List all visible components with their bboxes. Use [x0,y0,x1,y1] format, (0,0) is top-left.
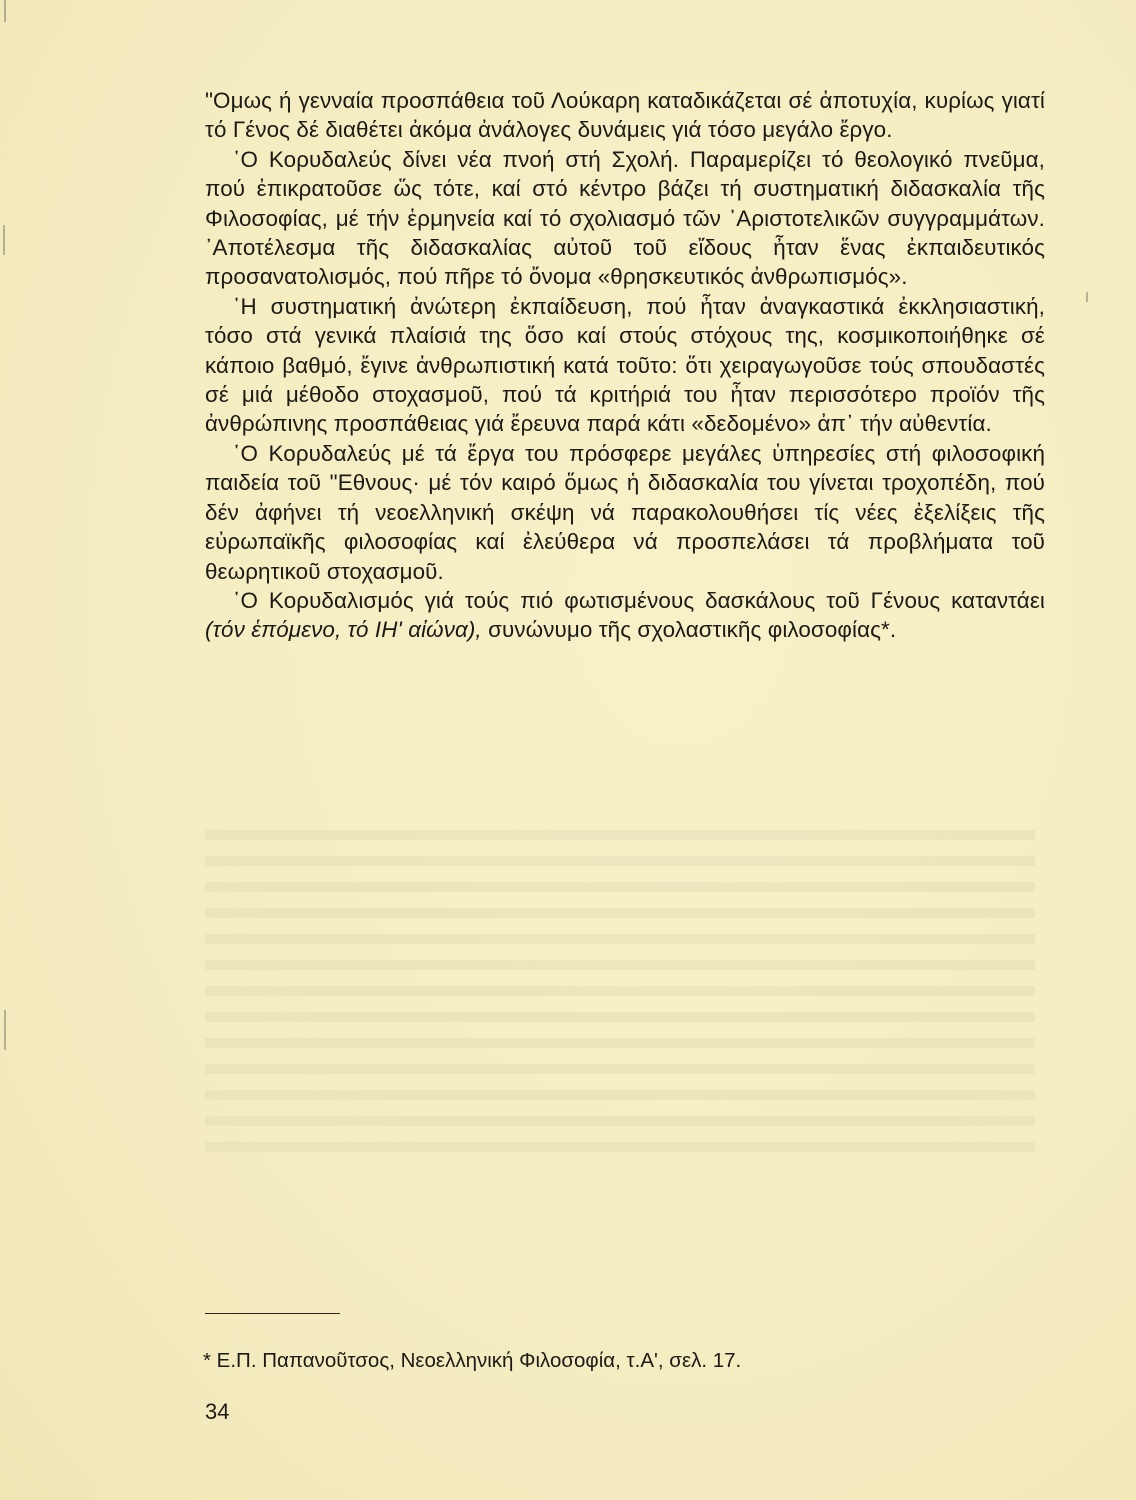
paragraph-5-text-start: ῾Ο Κορυδαλισμός γιά τούς πιό φωτισμένους δασκάλους τοῦ Γένους καταντάει [233,587,1045,613]
paragraph-1 [205,86,1045,145]
paragraph-1-text: "Ομως ή γενναία προσπάθεια τοῦ Λούκαρη καταδικάζεται σέ ἀποτυχία, κυρίως γιατί τό Γένος δέ διαθέτει ἀκόμα ἀνάλογες δυνάμεις γιά τόσο μεγάλο ἔργο. [205,88,1045,143]
main-text [205,86,1045,645]
footnote-rule [205,1313,340,1314]
paragraph-3 [205,292,1045,439]
show-through-text [205,830,1035,1160]
page-number: 34 [205,1399,230,1424]
paragraph-4 [205,439,1045,586]
paragraph-5-text-end: συνώνυμο τῆς σχολαστικῆς φιλοσοφίας*. [481,617,897,643]
edge-mark [4,0,6,22]
paragraph-5-italic-text: (τόν ἑπόμενο, τό ΙΗ' αἰώνα), [205,617,482,643]
edge-mark [1086,292,1088,302]
paragraph-3-text: ῾Η συστηματική ἀνώτερη ἐκπαίδευση, πού ἦταν ἀναγκαστικά ἐκκλησιαστική, τόσο στά γενικά πλαίσιά της ὅσο καί στούς στόχους της, κοσμικοποιήθηκε σέ κάποιο βαθμό, ἔγινε ἀνθρωπιστική κατά τοῦτο: ὅτι χειραγωγοῦσε τούς σπουδαστές σέ μιά μέθοδο στοχασμοῦ, πού τά κριτήριά του ἦταν περισσότερο προϊόν τῆς ἀνθρώπινης προσπάθειας γιά ἔρευνα παρά κάτι «δεδομένο» ἀπ᾿ τήν αὐθεντία. [205,293,1045,437]
edge-mark [4,1010,6,1050]
edge-mark [3,225,5,255]
paragraph-4-text: ῾Ο Κορυδαλεύς μέ τά ἔργα του πρόσφερε μεγάλες ὑπηρεσίες στή φιλοσοφική παιδεία τοῦ "Εθνους· μέ τόν καιρό ὅμως ἡ διδασκαλία του γίνεται τροχοπέδη, πού δέν ἀφήνει τή νεοελληνική σκέψη νά παρακολουθήσει τίς νέες ἐξελίξεις τῆς εὐρωπαϊκῆς φιλοσοφίας καί ἐλεύθερα νά προσπελάσει τά προβλήματα τοῦ θεωρητικοῦ στοχασμοῦ. [205,440,1045,584]
paragraph-2 [205,145,1045,292]
footnote: * Ε.Π. Παπανοῦτσος, Νεοελληνική Φιλοσοφία, τ.Α', σελ. 17. [203,1349,742,1372]
paragraph-2-text: ῾Ο Κορυδαλεύς δίνει νέα πνοή στή Σχολή. Παραμερίζει τό θεολογικό πνεῦμα, πού ἐπικρατοῦσε ὥς τότε, καί στό κέντρο βάζει τή συστηματική διδασκαλία τῆς Φιλοσοφίας, μέ τήν ἑρμηνεία καί τό σχολιασμό τῶν ᾿Αριστοτελικῶν συγγραμμάτων. ᾿Αποτέλεσμα τῆς διδασκαλίας αὐτοῦ τοῦ εἴδους ἦταν ἕνας ἐκπαιδευτικός προσανατολισμός, πού πῆρε τό ὄνομα «θρησκευτικός ἀνθρωπισμός». [205,146,1045,290]
paragraph-5 [205,586,1045,645]
